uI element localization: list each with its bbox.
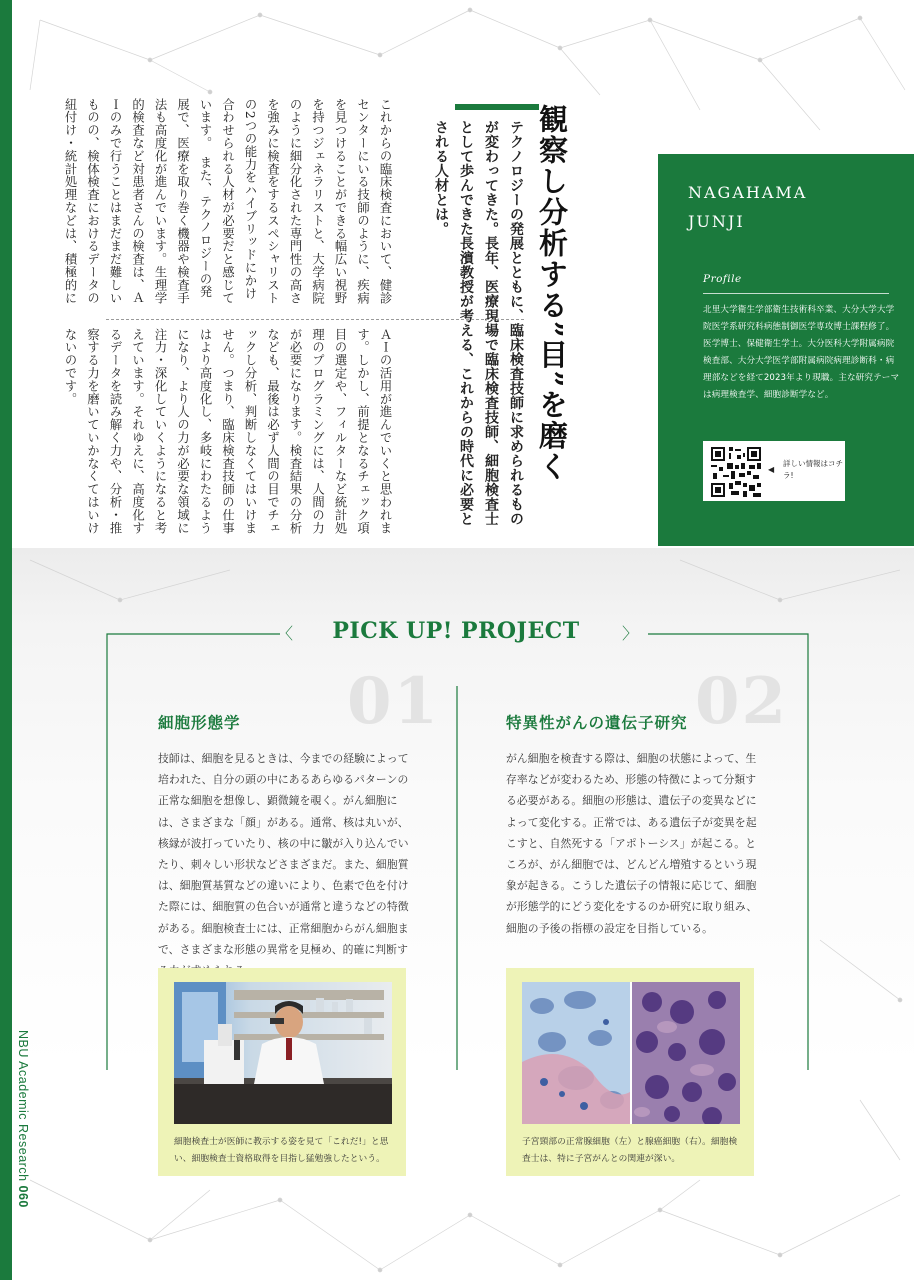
chevron-left-icon: 〈 — [277, 624, 294, 643]
article-body-top: これからの臨床検査において、健診センターにいる技師のように、疾病を見つけることができる幅広い視野を持つジェネラリストと、大学病院のように細分化された専門性の高さを強みに検査をするスペシャリストの2つの能力をハイブリッドにかけ合わせられる人材が必要だと感じています。 また、テクノロジーの発展で、医療を取り巻く機器や検査手法も高度化が進んでいます。生理学的検査など対患者さんの検査は、ＡＩのみで行うことはまだまだ難しいものの、検体検査におけるデータの紐付け・統計処理などは、積極的に — [63, 98, 392, 305]
article-lead: テクノロジーの発展とともに、臨床検査技師に求められるものが変わってきた。長年、医療現場で臨床検査技師、細胞検査士として歩んできた長濱教授が考える、これからの時代に必要とされる人材とは。 — [433, 120, 524, 526]
cell-micrographs — [522, 982, 740, 1124]
article-headline: 観察し分析する”目”を磨く — [535, 104, 569, 483]
profile-text: 北里大学衛生学部衛生技術科卒業、大分大学大学院医学系研究科病態制御医学専攻博士課程修了。医学博士、保健衛生学士。大分医科大学附属病院検査部、大分大学医学部附属病院病理診断科・病理部などを経て2023年より現職。主な研究テーマは病理検査学、細胞診断学など。 — [703, 305, 900, 400]
profile-divider — [703, 293, 889, 294]
profile-label: Profile — [703, 273, 742, 285]
lab-photo-illustration — [174, 982, 392, 1124]
publication-name: NBU Academic Research — [16, 1030, 30, 1186]
project-title-1: 細胞形態学 — [158, 714, 241, 732]
left-accent-band — [0, 0, 12, 1280]
project-number-1: 01 — [347, 664, 441, 739]
article-body-bottom: ＡＩの活用が進んでいくと思われます。しかし、前提となるチェック項目の選定や、フィルターなど統計処理のプログラミングには、人間の力が必要になります。検査結果の分析なども、最後は必ず人間の目でチェックし分析、判断しなくてはいけません。つまり、臨床検査技師の仕事はより高度化し、多岐にわたるようになり、より人の力が必要な領域に注力・深化していくようになると考えています。それゆえに、高度化するデータを読み解く力や、分析・推察する力を磨いていかなくてはいけないのです。 — [63, 328, 392, 535]
project-photo-card-2 — [506, 968, 754, 1176]
chevron-right-icon: 〉 — [622, 624, 639, 643]
qr-link-box[interactable] — [703, 441, 845, 501]
column-divider — [106, 319, 524, 320]
project-title-2: 特異性がんの遺伝子研究 — [506, 714, 688, 732]
project-photo-card-1 — [158, 968, 406, 1176]
qr-code-icon[interactable] — [711, 447, 761, 497]
lower-background — [0, 548, 914, 1280]
project-caption-1: 細胞検査士が医師に教示する姿を見て「これだ!」と思い、細胞検査士資格取得を目指し猛勉強したという。 — [174, 1137, 389, 1164]
profile-name — [688, 178, 888, 236]
qr-link-text[interactable]: 詳しい情報はコチラ! — [783, 459, 843, 480]
pickup-title: PICK UP! PROJECT — [332, 618, 580, 644]
headline-accent-bar — [455, 104, 539, 110]
profile-name-line2: JUNJI — [688, 212, 745, 231]
page-footer-label — [14, 1030, 40, 1260]
profile-panel — [658, 154, 914, 546]
lab-photo — [174, 982, 392, 1124]
micrograph-illustration — [522, 982, 740, 1124]
triangle-left-icon: ◀ — [768, 465, 775, 474]
side-text — [16, 1030, 30, 1208]
project-number-2: 02 — [695, 664, 789, 739]
project-text-1: 技師は、細胞を見るときは、今までの経験によって培われた、自分の頭の中にあるあらゆるパターンの正常な細胞を想像し、顕微鏡を覗く。がん細胞には、さまざまな「顔」がある。通常、核は丸いが、核縁が波打っていたり、核の中に皺が入り込んでいたり、刺々しい形状などさまざまだ。また、細胞質は、細胞質基質などの違いにより、色素で色を付けた際には、細胞質の色合いが通常と違うなどの特徴がある。細胞検査士には、正常細胞からがん細胞まで、さまざまな形態の異常を見極め、的確に判断す — [158, 752, 409, 956]
profile-name-line1: NAGAHAMA — [688, 183, 808, 202]
project-text-2: がん細胞を検査する際は、細胞の状態によって、生存率などが変わるため、形態の特徴によって分類する必要がある。細胞の形態は、遺伝子の変異などによって変化する。正常では、ある遺伝子が変異を起こすと、自然死する「アポトーシス」が起こる。ところが、がん細胞では、どんどん増殖するという現象が起きる。こうした遺伝子の情報に応じて、細胞が形態学的にどう変化をするのか研究に取り組み、細胞の予後の指標の設定を目指している。 — [506, 752, 758, 935]
project-caption-2: 子宮頸部の正常腺細胞（左）と腺癌細胞（右）。細胞検査士は、特に子宮がんとの関連が深い。 — [522, 1137, 738, 1164]
page-number: 060 — [16, 1185, 30, 1208]
